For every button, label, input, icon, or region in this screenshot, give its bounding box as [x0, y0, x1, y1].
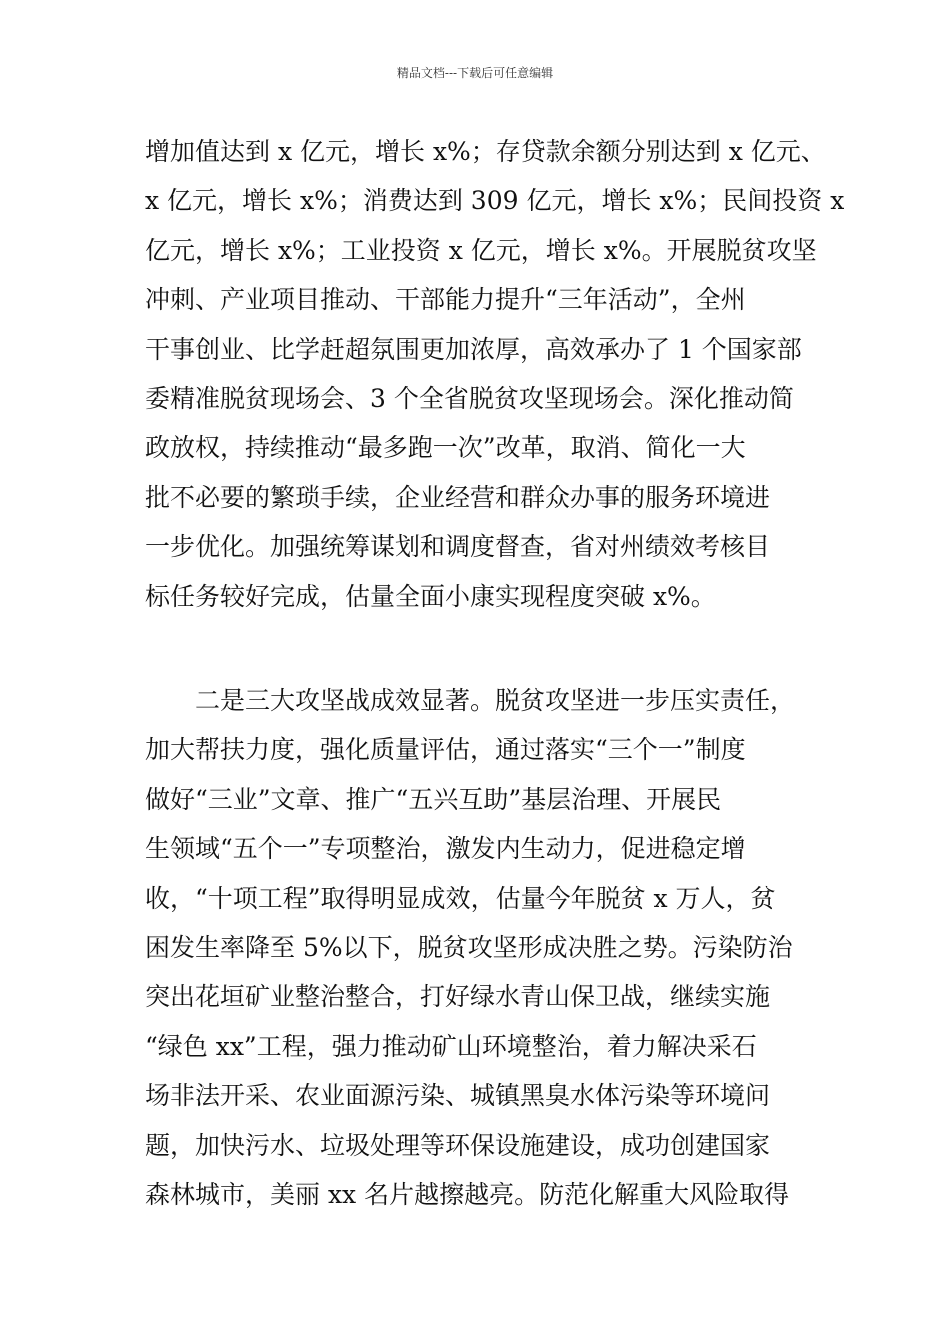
text-line: 场非法开采、农业面源污染、城镇黑臭水体污染等环境问 [145, 1081, 771, 1111]
text-line: 委精准脱贫现场会、3 个全省脱贫攻坚现场会。深化推动简 [145, 383, 794, 413]
text-line: 加大帮扶力度，强化质量评估，通过落实“三个一”制度 [145, 735, 746, 765]
text-line: 收，“十项工程”取得明显成效，估量今年脱贫 x 万人，贫 [145, 883, 776, 913]
text-line: 突出花垣矿业整治整合，打好绿水青山保卫战，继续实施 [145, 982, 771, 1012]
text-line: “绿色 xx”工程，强力推动矿山环境整治，着力解决采石 [145, 1031, 757, 1061]
text-line: 冲刺、产业项目推动、干部能力提升“三年活动”，全州 [145, 285, 746, 315]
text-line: 做好“三业”文章、推广“五兴互助”基层治理、开展民 [145, 784, 722, 814]
text-line: 批不必要的繁琐手续，企业经营和群众办事的服务环境进 [145, 482, 771, 512]
text-line: x 亿元，增长 x%；消费达到 309 亿元，增长 x%；民间投资 x [145, 186, 845, 216]
text-line: 增加值达到 x 亿元，增长 x%；存贷款余额分别达到 x 亿元、 [145, 137, 826, 166]
text-line: 亿元，增长 x%；工业投资 x 亿元，增长 x%。开展脱贫攻坚 [145, 235, 817, 265]
text-line: 政放权，持续推动“最多跑一次”改革，取消、简化一大 [145, 433, 746, 463]
text-line: 森林城市，美丽 xx 名片越擦越亮。防范化解重大风险取得 [145, 1179, 790, 1209]
text-line: 生领域“五个一”专项整治，激发内生动力，促进稳定增 [145, 834, 746, 864]
paragraph-1 [145, 127, 844, 621]
text-line: 一步优化。加强统筹谋划和调度督查，省对州绩效考核目 [145, 532, 771, 562]
text-line: 标任务较好完成，估量全面小康实现程度突破 x%。 [145, 581, 716, 611]
paragraph-2 [145, 676, 795, 1219]
text-line: 题，加快污水、垃圾处理等环保设施建设，成功创建国家 [145, 1130, 771, 1160]
text-line: 二是三大攻坚战成效显著。脱贫攻坚进一步压实责任， [195, 686, 796, 715]
text-line: 困发生率降至 5%以下，脱贫攻坚形成决胜之势。污染防治 [145, 932, 793, 962]
page-header: 精品文档---下载后可任意编辑 [396, 66, 554, 80]
text-line: 干事创业、比学赶超氛围更加浓厚，高效承办了 1 个国家部 [145, 334, 802, 364]
